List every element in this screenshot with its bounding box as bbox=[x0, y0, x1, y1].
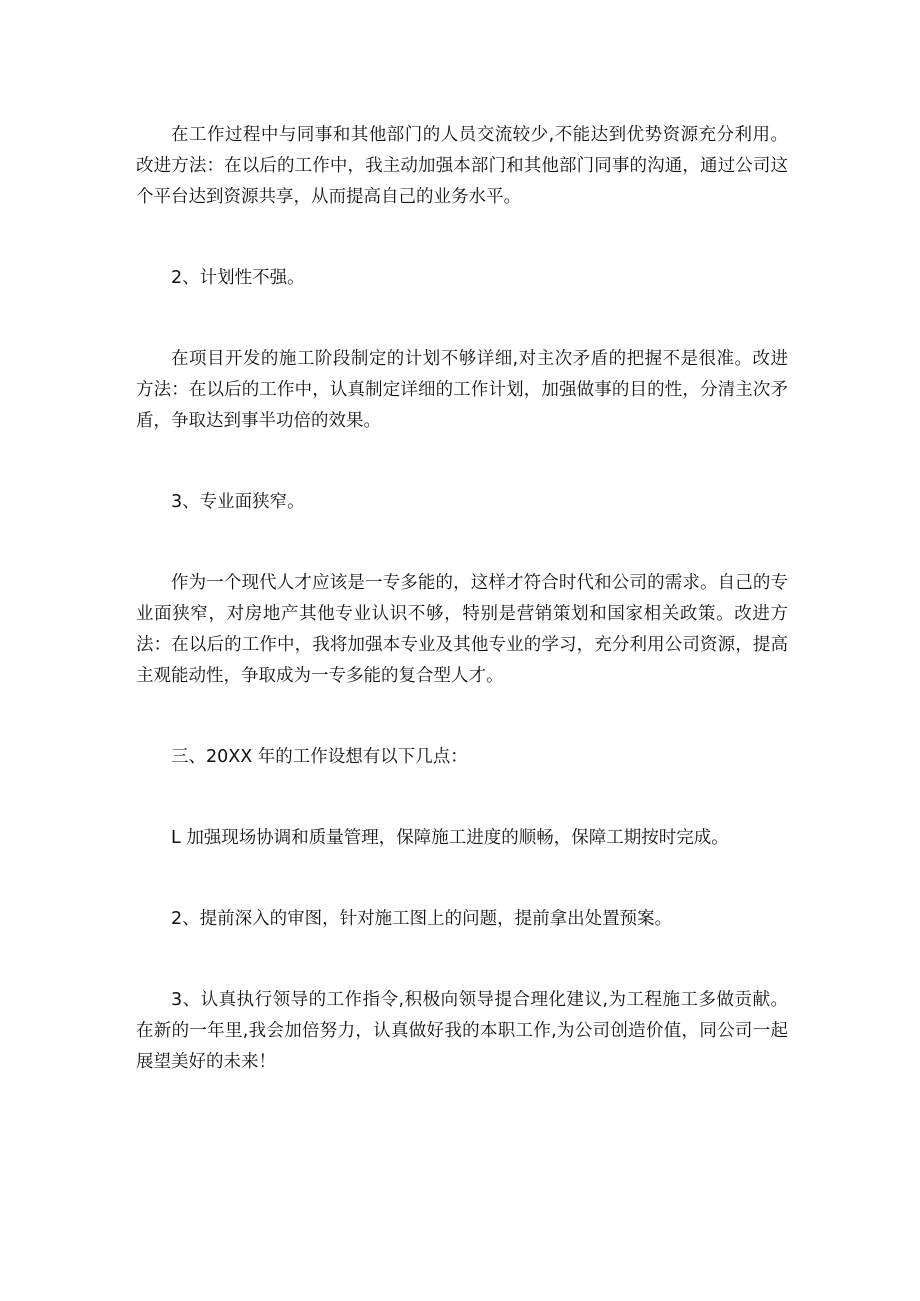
paragraph-gap bbox=[136, 773, 788, 823]
paragraph-gap bbox=[136, 518, 788, 568]
heading-weak-planning: 2、计划性不强。 bbox=[171, 268, 305, 288]
document-body bbox=[136, 120, 788, 1078]
paragraph-communication: 在工作过程中与同事和其他部门的人员交流较少,不能达到优势资源充分利用。改进方法：在以后的工作中，我主动加强本部门和其他部门同事的沟通，通过公司这个平台达到资源共享，从而提高自己的业务水平。 bbox=[136, 125, 788, 207]
paragraph-gap bbox=[136, 213, 788, 263]
paragraph-gap bbox=[136, 692, 788, 742]
paragraph-gap bbox=[136, 935, 788, 985]
plan-item-leadership-instructions: 3、认真执行领导的工作指令,积极向领导提合理化建议,为工程施工多做贡献。在新的一年里,我会加倍努力，认真做好我的本职工作,为公司创造价值，同公司一起展望美好的未来！ bbox=[136, 990, 788, 1072]
paragraph-planning: 在项目开发的施工阶段制定的计划不够详细,对主次矛盾的把握不是很准。改进方法：在以后的工作中，认真制定详细的工作计划，加强做事的目的性，分清主次矛盾，争取达到事半功倍的效果。 bbox=[136, 349, 788, 431]
heading-work-plan: 三、20XX 年的工作设想有以下几点： bbox=[171, 747, 468, 767]
plan-item-drawing-review: 2、提前深入的审图，针对施工图上的问题，提前拿出处置预案。 bbox=[171, 909, 673, 929]
heading-narrow-expertise: 3、专业面狭窄。 bbox=[171, 492, 305, 512]
paragraph-expertise: 作为一个现代人才应该是一专多能的，这样才符合时代和公司的需求。自己的专业面狭窄，对房地产其他专业认识不够，特别是营销策划和国家相关政策。改进方法：在以后的工作中，我将加强本专业及其他专业的学习，充分利用公司资源，提高主观能动性，争取成为一专多能的复合型人才。 bbox=[136, 573, 788, 686]
paragraph-gap bbox=[136, 437, 788, 487]
paragraph-gap bbox=[136, 294, 788, 344]
plan-item-site-coordination: L 加强现场协调和质量管理，保障施工进度的顺畅，保障工期按时完成。 bbox=[171, 828, 729, 848]
paragraph-gap bbox=[136, 854, 788, 904]
